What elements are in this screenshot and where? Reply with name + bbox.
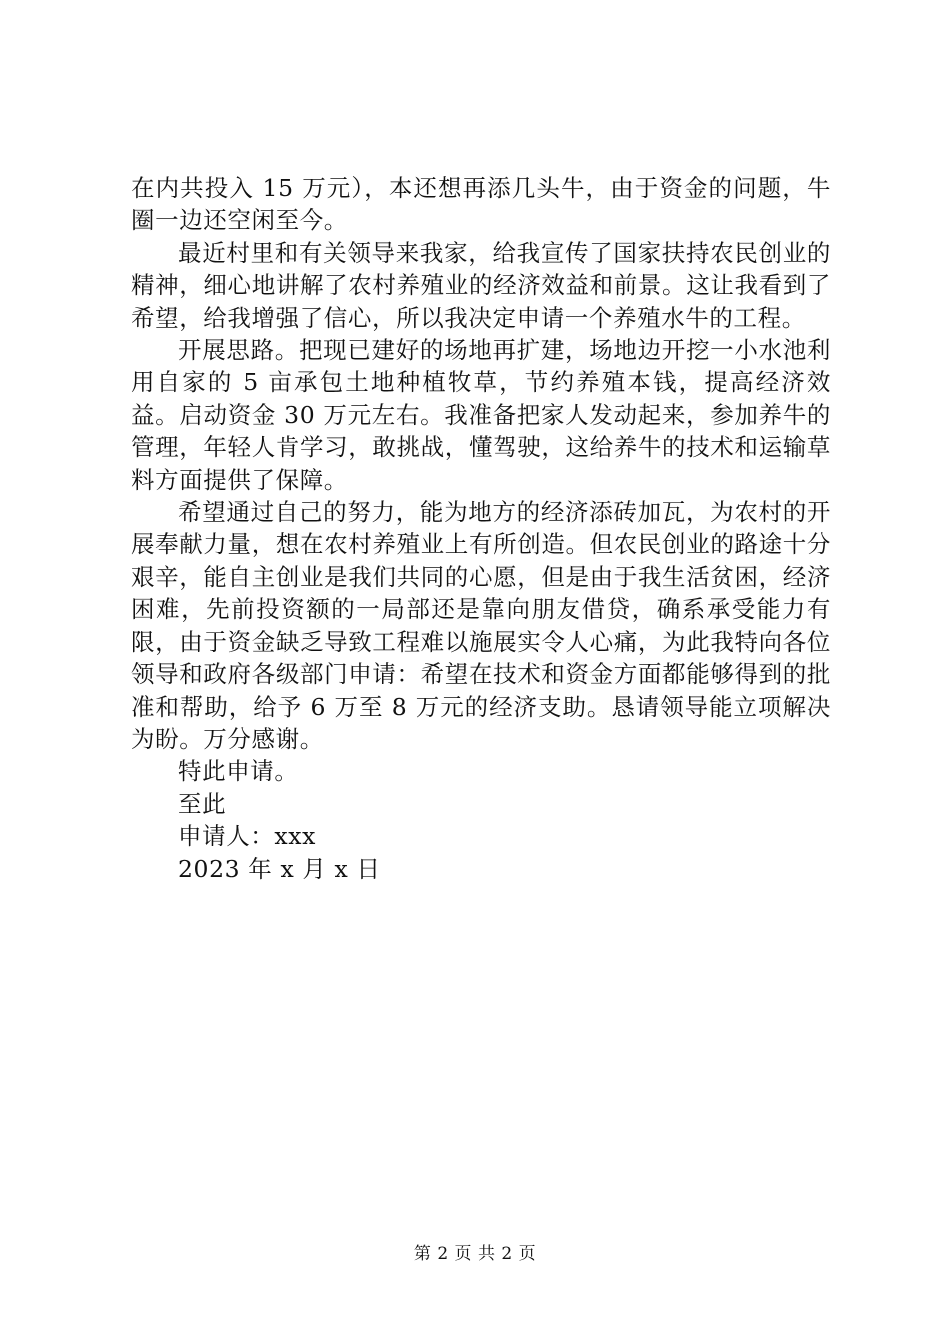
document-body <box>131 172 831 885</box>
paragraph-funding-request: 希望通过自己的努力，能为地方的经济添砖加瓦，为农村的开展奉献力量，想在农村养殖业上有所创造。但农民创业的路途十分艰辛，能自主创业是我们共同的心愿，但是由于我生活贫困，经济困难，先前投资额的一局部还是靠向朋友借贷，确系承受能力有限，由于资金缺乏导致工程难以施展实令人心痛，为此我特向各位领导和政府各级部门申请：希望在技术和资金方面都能够得到的批准和帮助，给予 6 万至 8 万元的经济支助。恳请领导能立项解决为盼。万分感谢。 <box>131 498 831 753</box>
application-date: 2023 年 x 月 x 日 <box>178 854 381 883</box>
paragraph-support-policy: 最近村里和有关领导来我家，给我宣传了国家扶持农民创业的精神，细心地讲解了农村养殖业的经济效益和前景。这让我看到了希望，给我增强了信心，所以我决定申请一个养殖水牛的工程。 <box>131 238 831 332</box>
applicant-signature: 申请人：xxx <box>178 822 316 851</box>
closing-phrase: 特此申请。 <box>178 757 299 786</box>
paragraph-investment-continued: 在内共投入 15 万元），本还想再添几头牛，由于资金的问题，牛圈一边还空闲至今。 <box>131 174 831 235</box>
paragraph-development-plan: 开展思路。把现已建好的场地再扩建，场地边开挖一小水池利用自家的 5 亩承包土地种植牧草，节约养殖本钱，提高经济效益。启动资金 30 万元左右。我准备把家人发动起来，参加养牛的管理，年轻人肯学习，敢挑战，懂驾驶，这给养牛的技术和运输草料方面提供了保障。 <box>131 336 831 494</box>
salutation: 至此 <box>178 789 227 818</box>
page-number-footer: 第 2 页 共 2 页 <box>413 1244 537 1264</box>
